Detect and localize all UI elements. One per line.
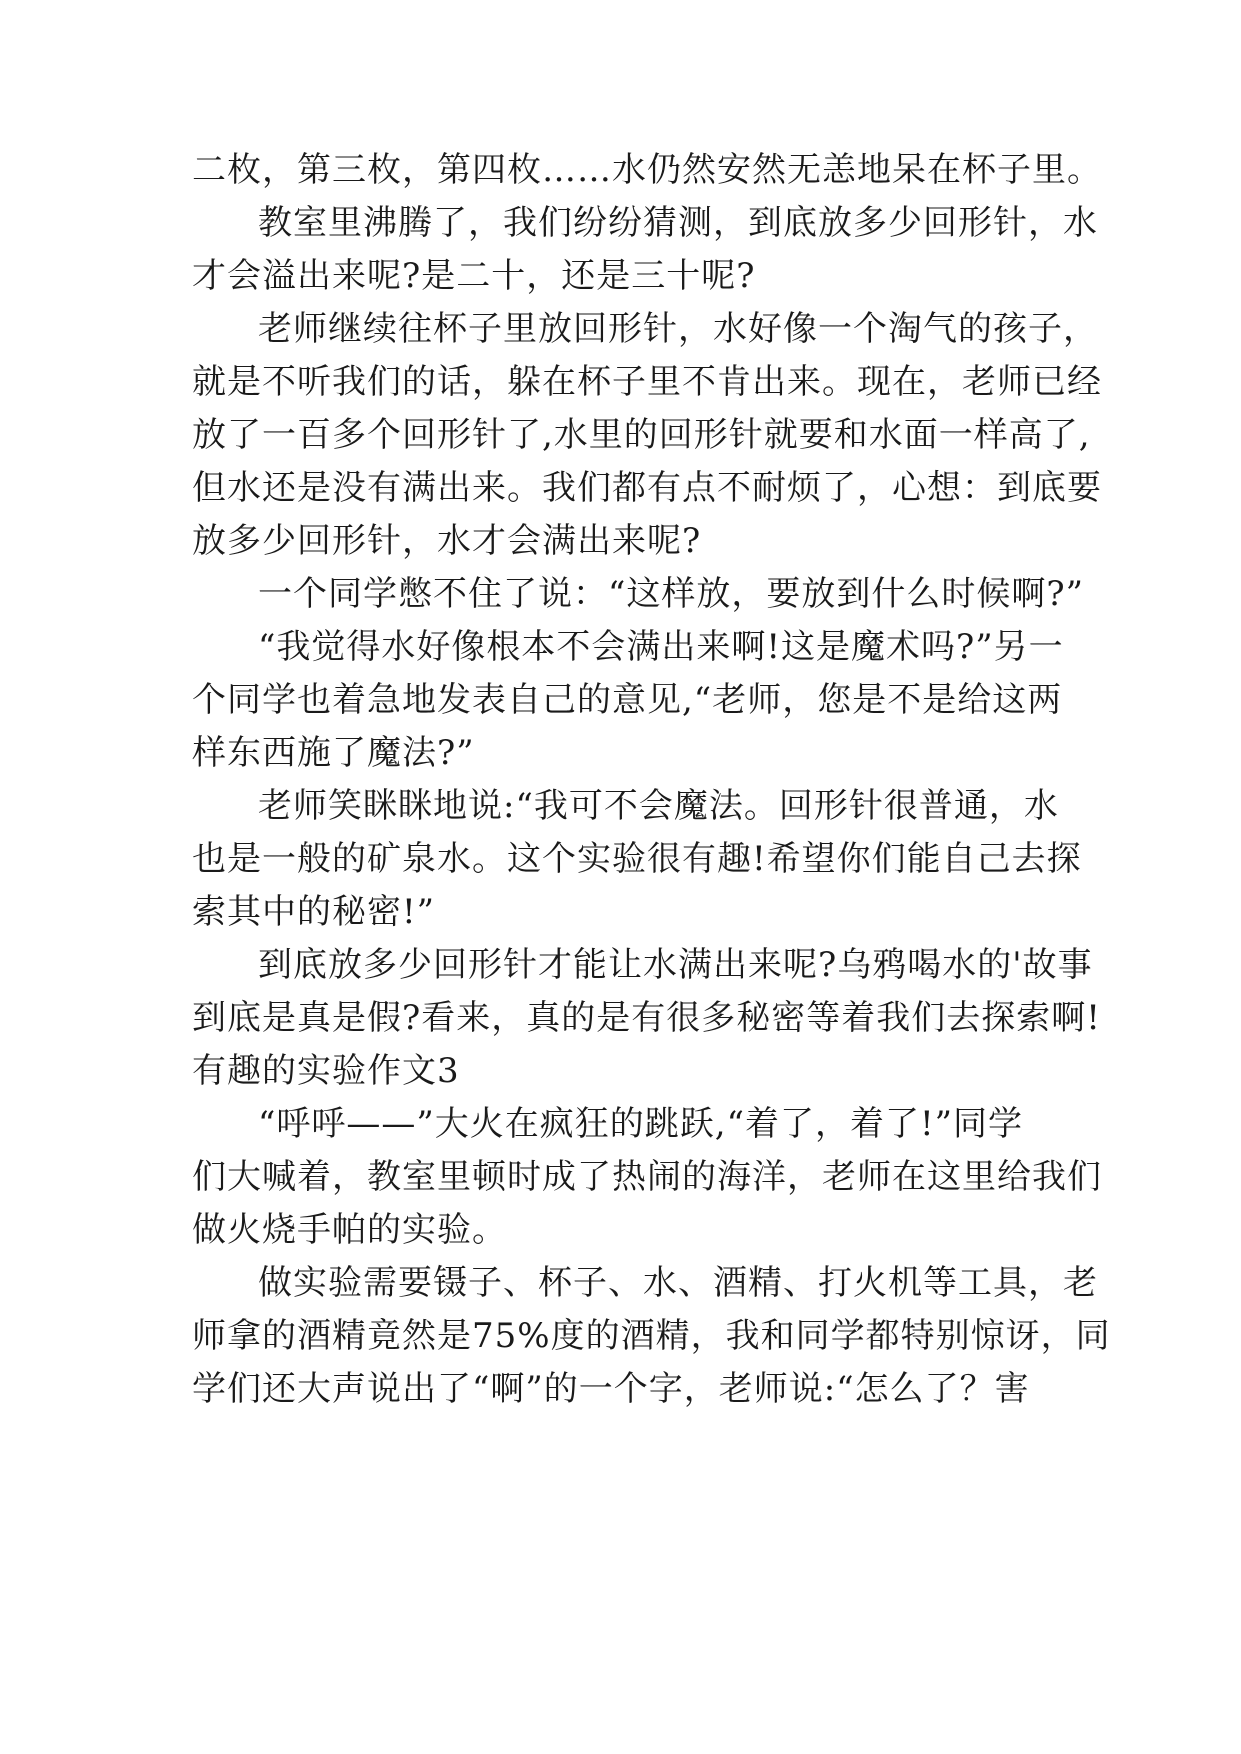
paragraph-line: 到底放多少回形针才能让水满出来呢?乌鸦喝水的'故事 — [258, 945, 1093, 985]
paragraph-line: 放多少回形针，水才会满出来呢? — [192, 521, 702, 561]
paragraph-line: 教室里沸腾了，我们纷纷猜测，到底放多少回形针，水 — [258, 203, 1098, 243]
paragraph-line: 们大喊着，教室里顿时成了热闹的海洋，老师在这里给我们 — [192, 1157, 1102, 1197]
section-heading: 有趣的实验作文3 — [192, 1051, 460, 1091]
paragraph-line: 一个同学憋不住了说：“这样放，要放到什么时候啊?” — [258, 574, 1084, 614]
paragraph-line: 做实验需要镊子、杯子、水、酒精、打火机等工具，老 — [258, 1263, 1098, 1303]
paragraph-line: 师拿的酒精竟然是75%度的酒精，我和同学都特别惊讶，同 — [192, 1316, 1111, 1356]
paragraph-line: 到底是真是假?看来，真的是有很多秘密等着我们去探索啊! — [192, 998, 1101, 1038]
paragraph-line: 也是一般的矿泉水。这个实验很有趣!希望你们能自己去探 — [192, 839, 1082, 879]
paragraph-line: 二枚，第三枚，第四枚……水仍然安然无恙地呆在杯子里。 — [192, 150, 1102, 190]
paragraph-line: 样东西施了魔法?” — [192, 733, 475, 773]
paragraph-line: 学们还大声说出了“啊”的一个字，老师说:“怎么了？害 — [192, 1369, 1030, 1409]
paragraph-line: “呼呼——”大火在疯狂的跳跃,“着了，着了!”同学 — [258, 1104, 1023, 1144]
paragraph-line: “我觉得水好像根本不会满出来啊!这是魔术吗?”另一 — [258, 627, 1064, 667]
paragraph-line: 放了一百多个回形针了,水里的回形针就要和水面一样高了, — [192, 415, 1091, 455]
paragraph-line: 做火烧手帕的实验。 — [192, 1210, 507, 1250]
paragraph-line: 老师继续往杯子里放回形针，水好像一个淘气的孩子， — [258, 309, 1098, 349]
paragraph-line: 索其中的秘密!” — [192, 892, 436, 932]
paragraph-line: 个同学也着急地发表自己的意见,“老师，您是不是给这两 — [192, 680, 1063, 720]
paragraph-line: 但水还是没有满出来。我们都有点不耐烦了，心想：到底要 — [192, 468, 1102, 508]
paragraph-line: 才会溢出来呢?是二十，还是三十呢? — [192, 256, 756, 296]
paragraph-line: 老师笑眯眯地说:“我可不会魔法。回形针很普通，水 — [258, 786, 1059, 826]
paragraph-line: 就是不听我们的话，躲在杯子里不肯出来。现在，老师已经 — [192, 362, 1102, 402]
